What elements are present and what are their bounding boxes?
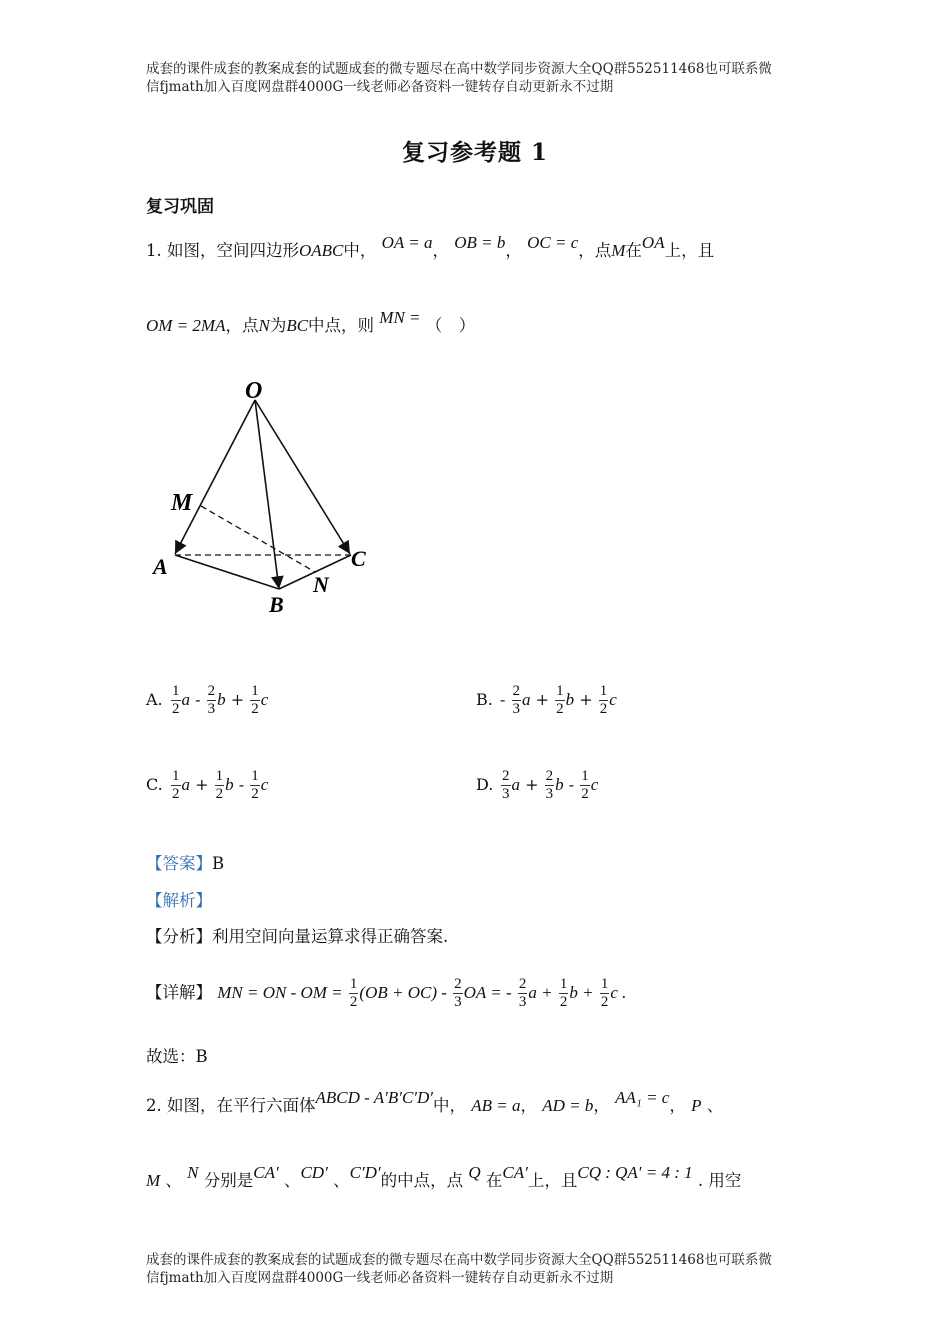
q2-line2 <box>146 1163 742 1192</box>
answer-value: B <box>212 854 225 873</box>
fenxi-text: 利用空间向量运算求得正确答案. <box>212 927 449 946</box>
q1-number: 1. <box>146 241 162 260</box>
q2-number: 2. <box>146 1096 162 1115</box>
option-a-var2: b <box>217 690 226 709</box>
q2-sep6: 、 <box>283 1171 301 1190</box>
q1-seg-oa: OA <box>641 233 665 252</box>
page-title: 复习参考题 1 <box>401 139 548 166</box>
option-b-var3: c <box>609 690 617 709</box>
analysis-tag: 【解析】 <box>146 891 212 910</box>
option-c-label: C. <box>146 775 163 794</box>
option-c-sign2: + <box>195 775 209 794</box>
q2-sep2: ， <box>593 1096 610 1115</box>
q2-point-p: P <box>691 1096 702 1115</box>
option-a-frac1-den: 2 <box>172 701 180 717</box>
option-d-sign2: + <box>525 775 539 794</box>
detail-frac-b-den: 2 <box>559 994 568 1010</box>
detail-frac-c-den: 2 <box>600 994 609 1010</box>
option-a-frac1 <box>171 683 181 718</box>
option-b[interactable] <box>476 683 617 718</box>
option-d-frac1 <box>501 768 511 803</box>
top-banner <box>146 60 816 96</box>
segment-mn <box>201 506 315 572</box>
q1-seg-bc: BC <box>286 316 309 335</box>
option-b-frac3-num: 1 <box>599 683 608 699</box>
option-c-var3: c <box>260 775 269 794</box>
q1-sep1: ， <box>432 241 449 260</box>
answer-tag: 【答案】 <box>146 854 212 873</box>
option-c-var1: a <box>181 775 190 794</box>
bottom-banner-line2: 信fjmath加入百度网盘群4000G一线老师必备资料一键转存自动更新永不过期 <box>146 1270 614 1286</box>
label-n: N <box>313 572 329 597</box>
label-a: A <box>153 554 168 579</box>
option-b-sign1: - <box>500 690 506 709</box>
option-a-frac2-den: 3 <box>207 701 216 717</box>
detail-frac-twothirds-den: 3 <box>454 994 462 1010</box>
label-o: O <box>245 378 263 404</box>
q2-seg-ca2: CA′ <box>502 1163 528 1182</box>
option-b-frac2-den: 2 <box>556 701 564 717</box>
q1-text7: 为 <box>269 316 287 335</box>
detail-expr3: OA = - <box>463 983 512 1002</box>
q2-vec-ad: AD = b <box>542 1096 594 1115</box>
option-d-frac3-num: 1 <box>581 768 589 784</box>
top-banner-line2: 信fjmath加入百度网盘群4000G一线老师必备资料一键转存自动更新永不过期 <box>146 79 614 95</box>
q1-vec-mn: MN = <box>379 308 421 327</box>
fenxi-tag: 【分析】 <box>146 927 212 946</box>
section-heading: 复习巩固 <box>146 197 214 217</box>
option-d-var1: a <box>511 775 520 794</box>
q1-text2: 中， <box>343 241 377 260</box>
q2-seg-c1d1: C′D′ <box>349 1163 381 1182</box>
option-c-frac1-num: 1 <box>172 768 180 784</box>
label-c: C <box>351 546 366 571</box>
option-a-frac3-num: 1 <box>251 683 259 699</box>
edge-oa <box>175 400 255 554</box>
detail-frac-c <box>600 976 610 1011</box>
option-d-sign3: - <box>568 775 575 794</box>
option-a-var1: a <box>181 690 190 709</box>
q1-text8: 中点，则 <box>308 316 375 335</box>
detail-line <box>146 976 626 1011</box>
q1-oabc: OABC <box>299 241 344 260</box>
option-c-frac3 <box>250 768 260 803</box>
q1-text6: ，点 <box>225 316 259 335</box>
option-b-frac1 <box>512 683 522 718</box>
q2-ratio: CQ : QA′ = 4 : 1 <box>577 1163 693 1182</box>
answer-line <box>146 853 224 875</box>
option-d-frac1-num: 2 <box>502 768 510 784</box>
q2-text4: 的中点，点 <box>380 1171 464 1190</box>
detail-expr5: b + <box>569 983 594 1002</box>
option-c-sign3: - <box>238 775 245 794</box>
q1-vec-ob: OB = b <box>454 233 506 252</box>
top-banner-line1: 成套的课件成套的教案成套的试题成套的微专题尽在高中数学同步资源大全QQ群552511468也可联系微 <box>146 61 772 77</box>
option-c-frac1-den: 2 <box>172 786 180 802</box>
q2-seg-ca: CA′ <box>253 1163 279 1182</box>
detail-frac-a-den: 3 <box>518 994 527 1010</box>
option-c[interactable] <box>146 768 268 803</box>
detail-frac-half-num: 1 <box>349 976 358 992</box>
option-d-var2: b <box>555 775 564 794</box>
option-b-frac2 <box>555 683 565 718</box>
option-a[interactable] <box>146 683 268 718</box>
detail-expr2: (OB + OC) - <box>359 983 447 1002</box>
q2-sep3: ， <box>669 1096 686 1115</box>
bottom-banner <box>146 1251 816 1287</box>
option-c-var2: b <box>225 775 234 794</box>
option-c-frac1 <box>171 768 181 803</box>
option-a-frac3 <box>250 683 260 718</box>
option-b-frac3 <box>599 683 609 718</box>
option-a-var3: c <box>260 690 269 709</box>
option-b-var2: b <box>565 690 575 709</box>
option-a-sign3: + <box>230 690 245 709</box>
q1-vec-oc: OC = c <box>527 233 579 252</box>
detail-frac-c-num: 1 <box>600 976 609 992</box>
detail-frac-twothirds-num: 2 <box>454 976 462 992</box>
option-c-frac2 <box>215 768 225 803</box>
q2-box: ABCD - A′B′C′D′ <box>315 1088 433 1107</box>
option-d-label: D. <box>476 775 494 794</box>
option-b-var1: a <box>522 690 531 709</box>
option-d[interactable] <box>476 768 598 803</box>
option-a-label: A. <box>146 690 163 709</box>
option-d-frac1-den: 3 <box>502 786 510 802</box>
q1-om-relation: OM = 2MA <box>146 316 226 335</box>
option-a-frac3-den: 2 <box>251 701 259 717</box>
choose-line: 故选：B <box>146 1047 208 1066</box>
option-c-frac2-num: 1 <box>215 768 224 784</box>
detail-expr6: c . <box>610 983 627 1002</box>
option-b-frac1-num: 2 <box>512 683 520 699</box>
q2-text1: 如图，在平行六面体 <box>167 1096 316 1115</box>
option-d-frac2 <box>545 768 555 803</box>
edge-ob <box>255 400 279 589</box>
option-d-frac2-num: 2 <box>545 768 554 784</box>
option-b-sign2: + <box>535 690 549 709</box>
detail-expr1: MN = ON - OM = <box>217 983 343 1002</box>
q2-line1 <box>146 1088 724 1117</box>
fenxi-line <box>146 926 448 948</box>
detail-frac-b-num: 1 <box>559 976 568 992</box>
option-b-frac3-den: 2 <box>599 701 608 717</box>
q1-point-m: M <box>611 241 626 260</box>
option-a-sign2: - <box>195 690 201 709</box>
q1-text3: ，点 <box>578 241 612 260</box>
q1-vec-oa: OA = a <box>381 233 433 252</box>
q2-sep7: 、 <box>333 1171 350 1190</box>
q2-text3: 分别是 <box>203 1171 254 1190</box>
detail-frac-twothirds <box>453 976 463 1011</box>
q1-point-n: N <box>258 316 270 335</box>
q2-sep1: ， <box>520 1096 537 1115</box>
option-a-frac2-num: 2 <box>207 683 216 699</box>
option-b-frac2-num: 1 <box>556 683 564 699</box>
option-b-frac1-den: 3 <box>512 701 520 717</box>
option-a-frac2 <box>207 683 217 718</box>
edge-oc <box>255 400 350 554</box>
q2-text5: 在 <box>485 1171 503 1190</box>
tetrahedron-figure <box>145 370 385 620</box>
q2-vec-aa1: AA₁ = c <box>615 1088 670 1107</box>
detail-expr4: a + <box>528 983 553 1002</box>
q1-blank: （ ） <box>425 316 476 335</box>
q2-text2: 中， <box>433 1096 466 1115</box>
label-b: B <box>269 592 284 617</box>
option-c-frac3-num: 1 <box>251 768 259 784</box>
option-c-frac3-den: 2 <box>251 786 259 802</box>
label-m: M <box>171 490 193 516</box>
q1-text4: 在 <box>625 241 642 260</box>
q2-text7: . 用空 <box>697 1171 742 1190</box>
q1-text5: 上，且 <box>664 241 715 260</box>
option-d-frac3 <box>580 768 590 803</box>
bottom-banner-line1: 成套的课件成套的教案成套的试题成套的微专题尽在高中数学同步资源大全QQ群552511468也可联系微 <box>146 1252 772 1268</box>
edge-ab <box>175 555 279 589</box>
q2-sep4: 、 <box>706 1096 724 1115</box>
q1-line2 <box>146 308 476 337</box>
detail-frac-a <box>518 976 528 1011</box>
q2-point-q: Q <box>468 1163 481 1182</box>
option-d-frac2-den: 3 <box>545 786 554 802</box>
q2-sep5: 、 <box>165 1171 182 1190</box>
detail-frac-half <box>349 976 359 1011</box>
detail-frac-half-den: 2 <box>349 994 358 1010</box>
detail-frac-b <box>559 976 569 1011</box>
option-d-frac3-den: 2 <box>581 786 589 802</box>
q2-vec-ab: AB = a <box>471 1096 521 1115</box>
option-c-frac2-den: 2 <box>215 786 224 802</box>
detail-frac-a-num: 2 <box>518 976 527 992</box>
q1-sep2: ， <box>505 241 522 260</box>
q1-line1 <box>146 233 715 262</box>
detail-tag: 【详解】 <box>146 983 212 1002</box>
q2-point-m: M <box>146 1171 161 1190</box>
q1-text1: 如图，空间四边形 <box>167 241 299 260</box>
option-d-var3: c <box>590 775 599 794</box>
q2-text6: 上，且 <box>527 1171 578 1190</box>
option-b-label: B. <box>476 690 493 709</box>
q2-point-n: N <box>187 1163 199 1182</box>
q2-seg-cd: CD′ <box>300 1163 328 1182</box>
option-a-frac1-num: 1 <box>172 683 180 699</box>
option-b-sign3: + <box>579 690 593 709</box>
